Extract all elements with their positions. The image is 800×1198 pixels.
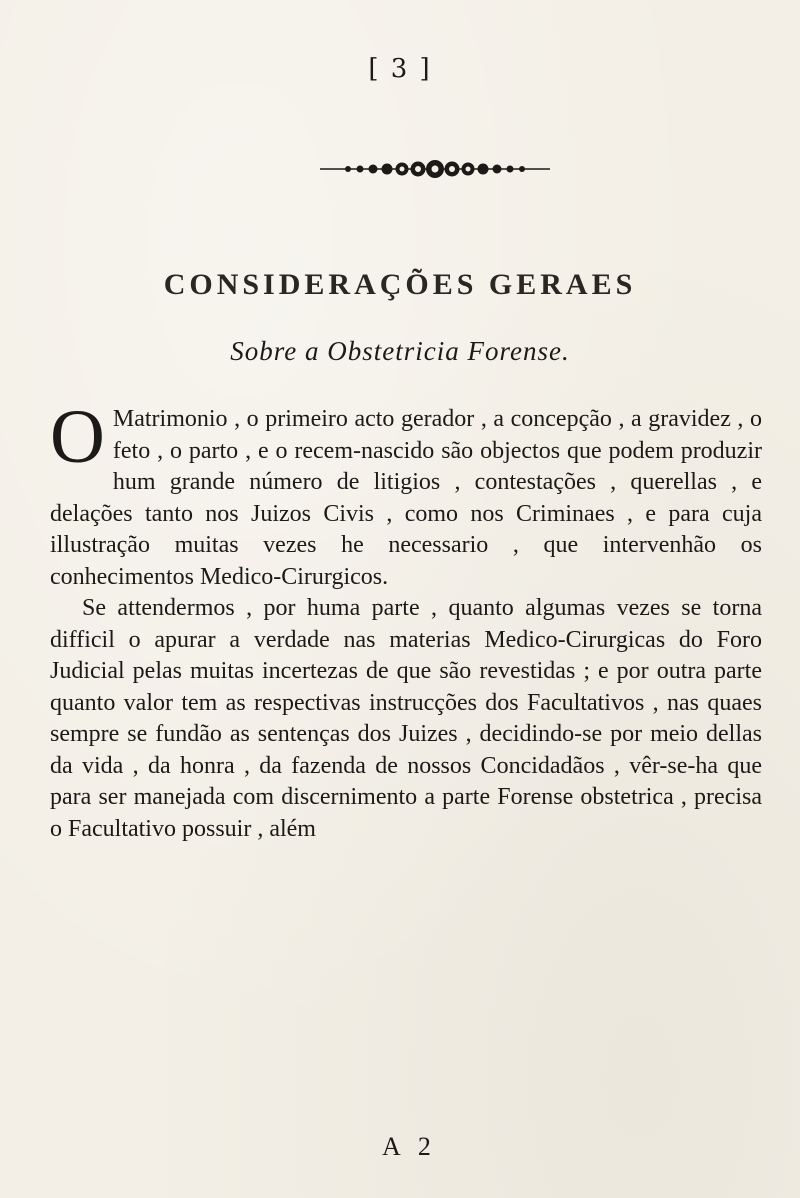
body-text	[50, 395, 762, 845]
ornamental-rule-icon	[320, 158, 550, 180]
paragraph-1	[50, 395, 762, 593]
page-number: [ 3 ]	[368, 54, 432, 84]
chapter-subheading: Sobre a Obstetricia Forense.	[230, 336, 570, 366]
paragraph-2: Se attendermos , por huma parte , quanto algumas vezes se torna difficil o apurar a verdade nas materias Medico-Cirurgicas do Foro Judicial pelas muitas incertezas de que são revestidas ; e por outra parte quanto valor tem as respectivas instrucções dos Facultativos , nas quaes sempre se fundão as sentenças dos Juizes , decidindo-se por meio dellas da vida , da honra , da fazenda de nossos Concidadãos , vêr-se-ha que para ser manejada com discernimento a parte Forense obstetrica , precisa o Facultativo possuir , além	[50, 595, 762, 842]
signature-mark: A 2	[382, 1132, 437, 1161]
drop-cap: O	[50, 395, 105, 479]
chapter-heading: CONSIDERAÇÕES GERAES	[163, 268, 637, 301]
paragraph-1-text: Matrimonio , o primeiro acto gerador , a concepção , a gravidez , o feto , o parto , e o recem-nascido são objectos que podem produzir hum grande número de litigios , contestações , querellas , e delações tanto nos Juizos Civis , como nos Criminaes , e para cuja illustração muitas vezes he necessario , que intervenhão os conhecimentos Medico-Cirurgicos.	[50, 406, 762, 590]
